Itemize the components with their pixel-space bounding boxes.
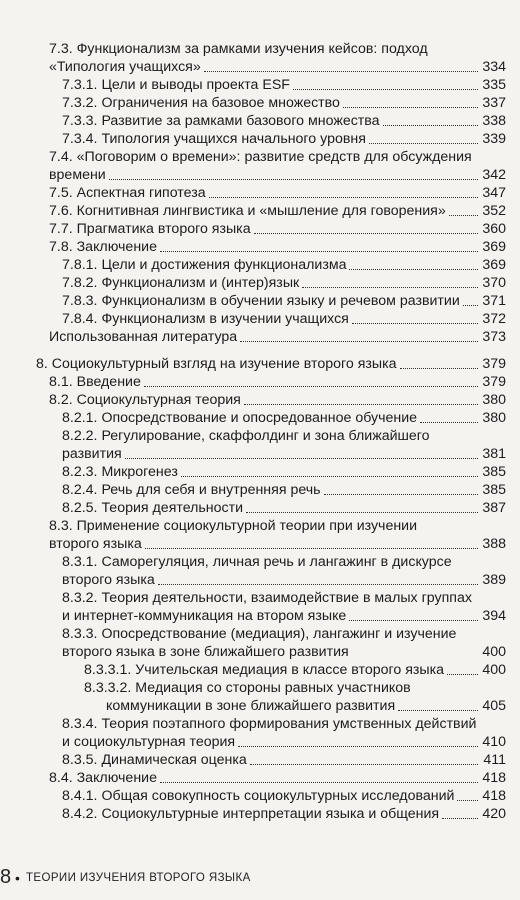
toc-entry-title: 8.1. Введение [49,374,141,390]
toc-entry-title: 7.7. Прагматика второго языка [49,221,251,237]
toc-page-number: 389 [482,572,506,588]
toc-entry [0,787,520,805]
toc-leader-dots [293,89,478,90]
toc-entry-title: 8.3.3.1. Учительская медиация в классе второго языка [84,662,445,678]
toc-entry [0,40,520,76]
toc-entry [0,625,520,661]
toc-entry [0,517,520,553]
toc-entry-title: 8.4.1. Общая совокупность социокультурных исследований [62,788,455,804]
toc-entry [0,328,520,346]
table-of-contents [0,40,520,823]
toc-leader-dots [324,494,478,495]
toc-entry-title: 7.4. «Поговорим о времени»: развитие средств для обсуждения времени [49,149,472,183]
toc-page-number: 342 [482,167,506,183]
toc-entry-title: 7.5. Аспектная гипотеза [49,185,206,201]
page-footer [0,866,520,890]
toc-leader-dots [383,125,478,126]
toc-page-number: 380 [482,410,506,426]
toc-entry-title: Использованная литература [49,329,238,345]
toc-leader-dots [144,386,478,387]
toc-entry [0,805,520,823]
toc-page-number: 338 [482,113,506,129]
toc-leader-dots [442,818,478,819]
toc-page-number: 411 [483,752,506,768]
toc-entry [0,355,520,373]
toc-leader-dots [240,341,478,342]
toc-entry [0,256,520,274]
toc-entry-title: 7.6. Когнитивная лингвистика и «мышление для говорения» [49,203,446,219]
toc-page-number: 418 [482,770,506,786]
toc-entry-title: 8.2.2. Регулирование, скаффолдинг и зона ближайшего развития [62,428,430,462]
toc-entry [0,112,520,130]
toc-page-number: 373 [482,329,506,345]
toc-leader-dots [250,764,478,765]
toc-entry-title: 7.8. Заключение [49,239,157,255]
toc-leader-dots [158,584,478,585]
toc-entry-title: 7.3.4. Типология учащихся начального уровня [62,131,366,147]
toc-page-number: 420 [482,806,506,822]
toc-leader-dots [160,782,478,783]
toc-leader-dots [109,179,478,180]
toc-entry [0,589,520,625]
toc-entry-title: 8.4.2. Социокультурные интерпретации языка и общения [62,806,440,822]
toc-leader-dots [302,287,478,288]
toc-entry [0,292,520,310]
toc-page-number: 379 [482,374,506,390]
toc-leader-dots [400,368,479,369]
toc-page-number: 360 [482,221,506,237]
toc-entry [0,499,520,517]
toc-page-number: 388 [482,536,506,552]
toc-entry-title: 8.3.5. Динамическая оценка [62,752,247,768]
toc-page-number: 335 [482,77,506,93]
toc-leader-dots [254,233,478,234]
toc-entry-title: 8.4. Заключение [49,770,157,786]
toc-page-number: 418 [482,788,506,804]
toc-entry [0,463,520,481]
toc-entry-title: 8. Социокультурный взгляд на изучение второго языка [36,356,397,372]
toc-leader-dots [238,746,478,747]
toc-leader-dots [398,710,478,711]
footer-bullet: • [15,870,20,886]
toc-entry-title: 8.3.2. Теория деятельности, взаимодействие в малых группах и интернет-коммуникация на втором языке [62,590,472,624]
toc-page-number: 371 [482,293,506,309]
toc-leader-dots [204,71,478,72]
toc-page-number: 410 [482,734,506,750]
toc-leader-dots [125,458,478,459]
toc-page-number: 369 [482,239,506,255]
toc-page-number: 337 [482,95,506,111]
toc-entry-title: 7.3.3. Развитие за рамками базового множества [62,113,380,129]
running-title: ТЕОРИИ ИЗУЧЕНИЯ ВТОРОГО ЯЗЫКА [26,872,251,884]
toc-entry [0,481,520,499]
toc-entry-title: 8.3.4. Теория поэтапного формирования умственных действий и социокультурная теория [62,716,477,750]
toc-entry-title: 8.2.1. Опосредствование и опосредованное обучение [62,410,418,426]
toc-entry [0,148,520,184]
toc-leader-dots [145,548,478,549]
toc-page-number: 385 [482,464,506,480]
toc-page-number: 405 [482,698,506,714]
toc-entry-title: 7.8.4. Функционализм в изучении учащихся [62,311,349,327]
toc-page-number: 394 [482,608,506,624]
toc-leader-dots [457,800,478,801]
toc-entry-title: 8.2.5. Теория деятельности [62,500,244,516]
toc-entry [0,409,520,427]
toc-page-number: 400 [482,644,506,660]
toc-leader-dots [244,404,478,405]
toc-entry [0,715,520,751]
toc-page-number: 334 [482,59,506,75]
toc-entry [0,274,520,292]
toc-entry [0,220,520,238]
toc-entry-title: 8.3.3.2. Медиация со стороны равных участников коммуникации в зоне ближайшего развития [84,680,411,714]
toc-leader-dots [160,251,478,252]
toc-entry [0,391,520,409]
toc-entry-title: 7.8.3. Функционализм в обучении языку и речевом развитии [62,293,460,309]
toc-leader-dots [181,476,478,477]
toc-page-number: 369 [482,257,506,273]
toc-entry-title: 8.3.1. Саморегуляция, личная речь и лангажинг в дискурсе второго языка [62,554,452,588]
toc-page-number: 387 [482,500,506,516]
toc-entry-title: 8.3.3. Опосредствование (медиация), лангажинг и изучение второго языка в зоне ближайшего развития [62,626,457,660]
toc-entry [0,202,520,220]
toc-leader-dots [463,305,478,306]
toc-page-number: 381 [482,446,506,462]
toc-leader-dots [449,215,478,216]
toc-entry-title: 7.3.2. Ограничения на базовое множество [62,95,340,111]
toc-leader-dots [246,512,478,513]
toc-leader-dots [349,269,478,270]
toc-page-number: 380 [482,392,506,408]
toc-entry-title: 8.3. Применение социокультурной теории при изучении второго языка [49,518,418,552]
toc-entry [0,661,520,679]
toc-page-number: 352 [482,203,506,219]
toc-entry-title: 7.8.2. Функционализм и (интер)язык [62,275,300,291]
toc-page-number: 370 [482,275,506,291]
toc-entry-title: 8.2.4. Речь для себя и внутренняя речь [62,482,321,498]
page-number: 8 [0,866,12,888]
toc-page-number: 379 [482,356,506,372]
toc-entry-title: 7.3.1. Цели и выводы проекта ESF [62,77,290,93]
toc-leader-dots [352,323,478,324]
toc-page-number: 385 [482,482,506,498]
toc-page-number: 339 [482,131,506,147]
toc-leader-dots [209,197,478,198]
toc-entry [0,553,520,589]
toc-entry [0,76,520,94]
toc-page-number: 400 [482,662,506,678]
toc-leader-dots [349,620,478,621]
toc-entry [0,427,520,463]
toc-entry [0,184,520,202]
toc-entry [0,130,520,148]
toc-page-number: 372 [482,311,506,327]
toc-entry [0,373,520,391]
toc-leader-dots [343,107,478,108]
toc-leader-dots [420,422,478,423]
toc-entry [0,94,520,112]
toc-entry-title: 7.8.1. Цели и достижения функционализма [62,257,347,273]
toc-entry [0,310,520,328]
toc-entry-title: 8.2. Социокультурная теория [49,392,241,408]
toc-entry [0,751,520,769]
toc-entry-title: 8.2.3. Микрогенез [62,464,178,480]
toc-leader-dots [447,674,478,675]
toc-entry [0,769,520,787]
toc-entry [0,238,520,256]
toc-entry-title: 7.3. Функционализм за рамками изучения кейсов: подход «Типология учащихся» [49,41,428,75]
toc-entry [0,679,520,715]
toc-leader-dots [369,143,478,144]
toc-page-number: 347 [482,185,506,201]
